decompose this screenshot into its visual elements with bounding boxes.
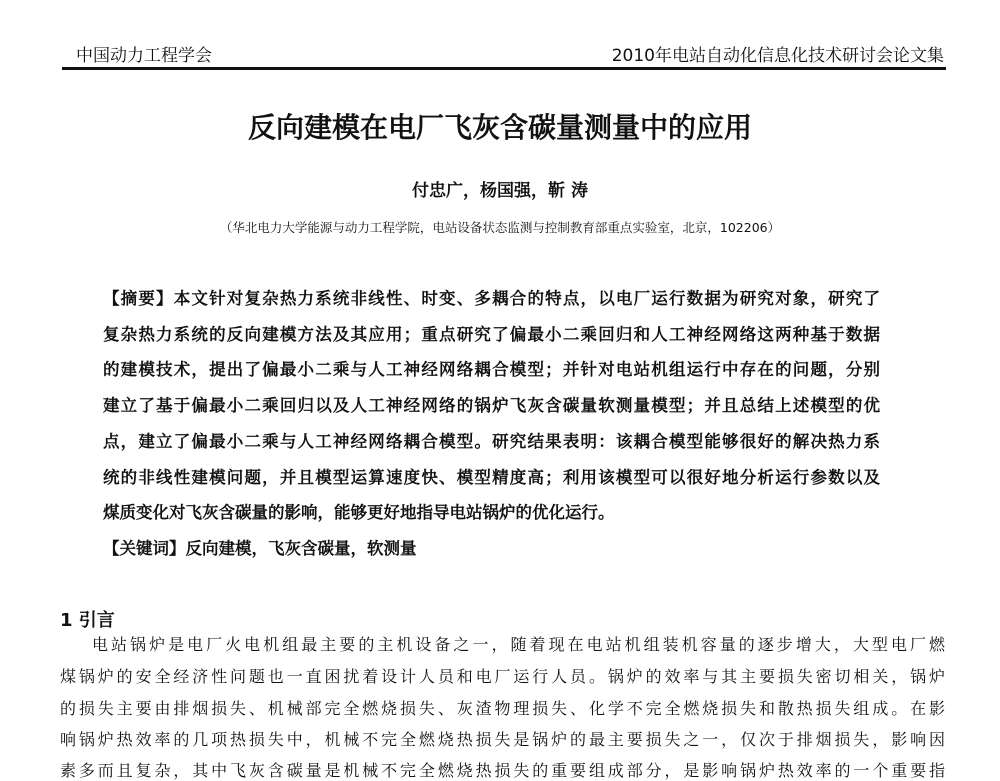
body-line: 电站锅炉是电厂火电机组最主要的主机设备之一，随着现在电站机组装机容量的逐步增大，大型电厂燃 [92,635,945,654]
body-line: 素多而且复杂，其中飞灰含碳量是机械不完全燃烧热损失的重要组成部分，是影响锅炉热效率的一个重要指 [60,761,945,780]
section-heading: 1 引言 [60,610,115,631]
running-header-right: 2010年电站自动化信息化技术研讨会论文集 [611,46,944,66]
body-line: 响锅炉热效率的几项热损失中，机械不完全燃烧热损失是锅炉的最主要损失之一，仅次于排烟损失，影响因 [60,730,945,749]
authors: 付忠广，杨国强，靳 涛 [412,181,588,201]
running-header-left: 中国动力工程学会 [76,46,212,66]
abstract-line: 煤质变化对飞灰含碳量的影响，能够更好地指导电站锅炉的优化运行。 [103,503,615,522]
abstract-line: 的建模技术，提出了偏最小二乘与人工神经网络耦合模型；并针对电站机组运行中存在的问题，分别 [103,360,880,379]
paper-title: 反向建模在电厂飞灰含碳量测量中的应用 [247,111,752,144]
affiliation: （华北电力大学能源与动力工程学院，电站设备状态监测与控制教育部重点实验室，北京，102206） [219,220,781,235]
abstract-line: 复杂热力系统的反向建模方法及其应用；重点研究了偏最小二乘回归和人工神经网络这两种基于数据 [103,325,880,344]
abstract-line: 【摘要】本文针对复杂热力系统非线性、时变、多耦合的特点，以电厂运行数据为研究对象，研究了 [103,289,880,308]
body-line: 煤锅炉的安全经济性问题也一直困扰着设计人员和电厂运行人员。锅炉的效率与其主要损失密切相关，锅炉 [60,667,945,686]
header-rule [62,67,946,70]
keywords: 【关键词】反向建模，飞灰含碳量，软测量 [103,539,417,558]
abstract-line: 统的非线性建模问题，并且模型运算速度快、模型精度高；利用该模型可以很好地分析运行参数以及 [103,468,880,487]
abstract-line: 点，建立了偏最小二乘与人工神经网络耦合模型。研究结果表明：该耦合模型能够很好的解决热力系 [103,432,880,451]
body-line: 的损失主要由排烟损失、机械部完全燃烧损失、灰渣物理损失、化学不完全燃烧损失和散热损失组成。在影 [60,699,945,718]
abstract-line: 建立了基于偏最小二乘回归以及人工神经网络的锅炉飞灰含碳量软测量模型；并且总结上述模型的优 [103,396,880,415]
